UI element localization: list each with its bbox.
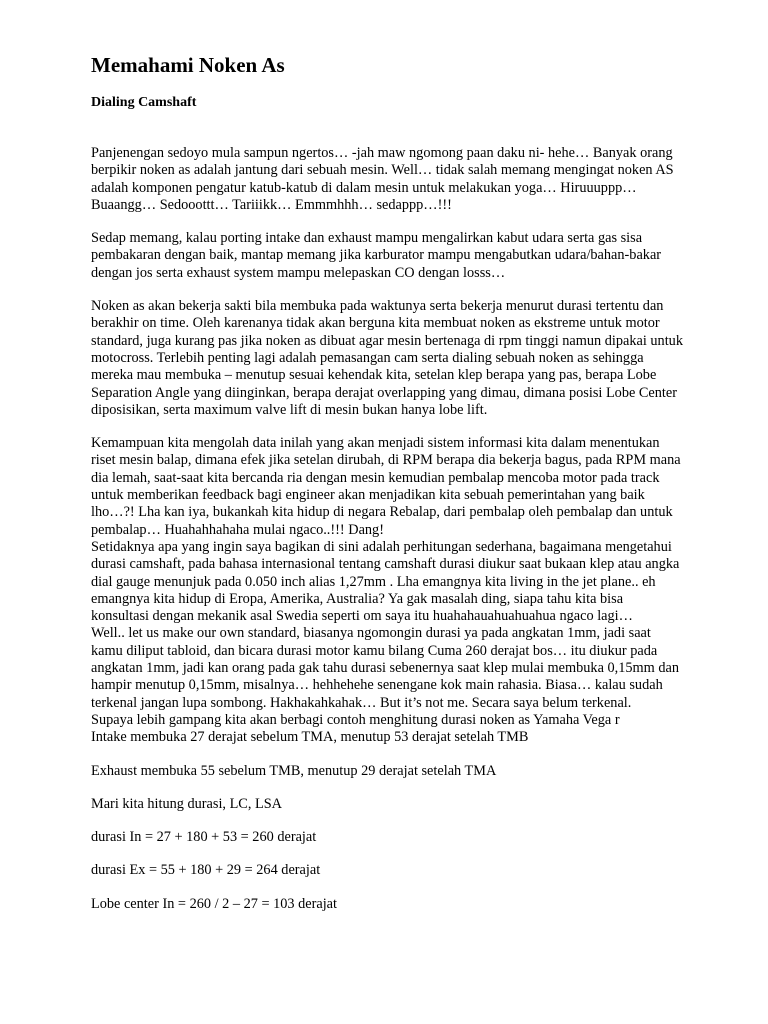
text-line: pembakaran dengan baik, mantap memang jika karburator mampu mengabutkan udara/bahan-bakar [91, 247, 662, 264]
text-line: angkatan 1mm, jadi kan orang pada gak tahu durasi sebenernya saat klep mulai membuka 0,15mm dan [91, 660, 679, 677]
paragraph [91, 230, 731, 282]
paragraph-gap [91, 780, 731, 796]
text-line: dengan jos serta exhaust system mampu melepaskan CO dengan losss… [91, 264, 506, 281]
text-line: lho…?! Lha kan iya, bukankah kita hidup di negara Rebalap, dari pembalap oleh pembalap dan untuk [91, 504, 673, 521]
text-line: konsultasi dengan mekanik asal Swedia seperti om saya itu huahahauahuahuahua ngaco lagi… [91, 608, 633, 625]
spacer [91, 112, 731, 145]
text-line: durasi In = 27 + 180 + 53 = 260 derajat [91, 829, 317, 846]
paragraph-gap [91, 846, 731, 862]
document-body [91, 145, 731, 913]
paragraph [91, 435, 731, 746]
text-line: emangnya kita hidup di Eropa, Amerika, Australia? Ya gak masalah ding, siapa tahu kita bisa [91, 590, 624, 607]
paragraph [91, 796, 731, 813]
document-subtitle: Dialing Camshaft [91, 95, 197, 110]
paragraph [91, 896, 731, 913]
paragraph-gap [91, 419, 731, 435]
text-line: Noken as akan bekerja sakti bila membuka pada waktunya serta bekerja menurut durasi tertentu dan [91, 298, 664, 315]
paragraph-gap [91, 282, 731, 298]
paragraph [91, 145, 731, 214]
text-line: berpikir noken as adalah jantung dari sebuah mesin. Well… tidak salah memang mengingat noken AS [91, 162, 674, 179]
text-line: untuk memberikan feedback bagi engineer akan menjadikan kita sebuah pemerintahan yang baik [91, 487, 645, 504]
paragraph [91, 862, 731, 879]
paragraph-gap [91, 880, 731, 896]
text-line: mereka mau membuka – menutup sesuai kehendak kita, setelan klep berapa yang pas, berapa Lobe [91, 367, 657, 384]
text-line: Sedap memang, kalau porting intake dan exhaust mampu mengalirkan kabut udara serta gas sisa [91, 230, 643, 247]
text-line: Panjenengan sedoyo mula sampun ngertos… -jah maw ngomong paan daku ni- hehe… Banyak orang [91, 145, 673, 161]
paragraph [91, 763, 731, 780]
text-line: pembalap… Huahahhahaha mulai ngaco..!!! Dang! [91, 521, 384, 538]
text-line: Exhaust membuka 55 sebelum TMB, menutup 29 derajat setelah TMA [91, 762, 497, 779]
paragraph [91, 298, 731, 419]
paragraph [91, 829, 731, 846]
text-line: Separation Angle yang diinginkan, berapa derajat overlapping yang dimau, dimana posisi Lobe Center [91, 384, 678, 401]
text-line: riset mesin balap, dimana efek jika setelan dirubah, di RPM berapa dia bekerja bagus, pada RPM mana [91, 452, 681, 469]
text-line: adalah komponen pengatur katub-katub di dalam mesin untuk melakukan yoga… Hiruuuppp… [91, 179, 637, 196]
document-page [91, 52, 731, 913]
text-line: berakhir on time. Oleh karenanya tidak akan berguna kita membuat noken as ekstreme untuk motor [91, 315, 660, 332]
text-line: durasi Ex = 55 + 180 + 29 = 264 derajat [91, 862, 321, 879]
paragraph-gap [91, 214, 731, 230]
text-line: Supaya lebih gampang kita akan berbagi contoh menghitung durasi noken as Yamaha Vega r [91, 711, 620, 728]
text-line: Mari kita hitung durasi, LC, LSA [91, 795, 283, 812]
text-line: Lobe center In = 260 / 2 – 27 = 103 derajat [91, 895, 337, 912]
text-line: Intake membuka 27 derajat sebelum TMA, menutup 53 derajat setelah TMB [91, 729, 529, 746]
text-line: standard, juga kurang pas jika noken as dibuat agar mesin bertenaga di rpm tinggi namun dipakai untuk [91, 332, 683, 349]
text-line: Buaangg… Sedooottt… Tariiikk… Emmmhhh… sedappp…!!! [91, 196, 452, 213]
text-line: Well.. let us make our own standard, biasanya ngomongin durasi ya pada angkatan 1mm, jadi saat [91, 625, 651, 642]
text-line: diposisikan, serta maximum valve lift di mesin bukan hanya lobe lift. [91, 401, 488, 418]
text-line: Kemampuan kita mengolah data inilah yang akan menjadi sistem informasi kita dalam menentukan [91, 435, 660, 452]
text-line: durasi camshaft, pada bahasa internasional tentang camshaft durasi diukur saat bukaan klep atau angka [91, 556, 680, 573]
paragraph-gap [91, 747, 731, 763]
text-line: hampir menutup 0,15mm, misalnya… hehhehehe senengane kok main rahasia. Biasa… kalau sudah [91, 677, 663, 694]
text-line: kamu diliput tabloid, dan bicara durasi motor kamu bilang Cuma 260 derajat bos… itu diukur pada [91, 642, 658, 659]
document-title: Memahami Noken As [91, 53, 285, 77]
text-line: dia lemah, saat-saat kita bercanda ria dengan mesin kemudian pembalap mencoba motor pada track [91, 469, 660, 486]
text-line: Setidaknya apa yang ingin saya bagikan di sini adalah perhitungan sederhana, bagaimana mengetahui [91, 538, 672, 555]
text-line: motocross. Terlebih penting lagi adalah pemasangan cam serta dialing sebuah noken as sehingga [91, 349, 644, 366]
paragraph-gap [91, 813, 731, 829]
text-line: terkenal jangan lupa sombong. Hakhakahkahak… But it’s not me. Secara saya belum terkenal. [91, 694, 632, 711]
text-line: dial gauge menunjuk pada 0.050 inch alias 1,27mm . Lha emangnya kita living in the jet plane.. eh [91, 573, 656, 590]
